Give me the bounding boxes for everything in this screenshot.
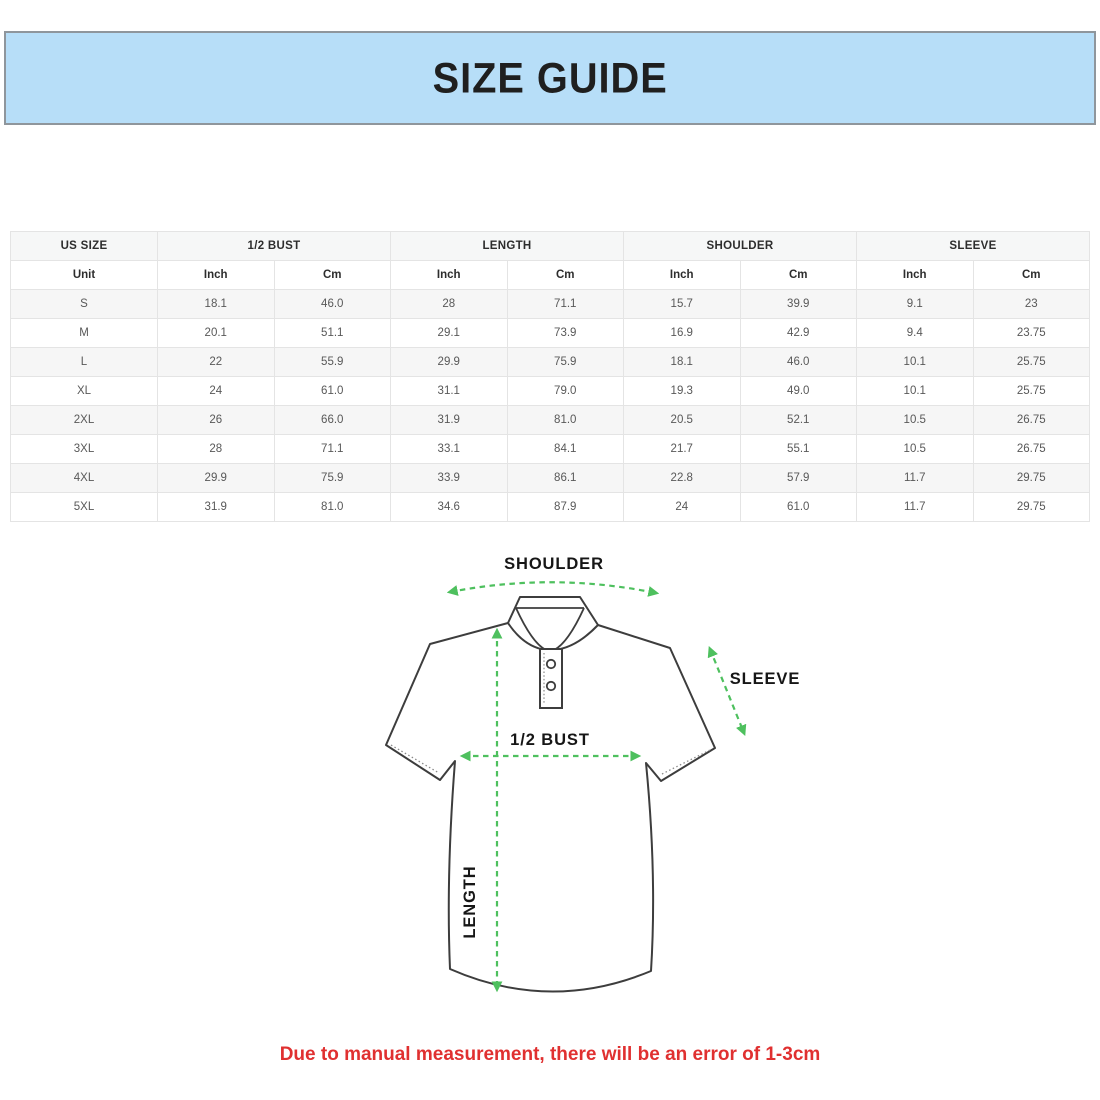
measurement-cell: 31.9 (158, 493, 275, 522)
measurement-cell: 31.9 (391, 406, 508, 435)
measurement-cell: 55.1 (740, 435, 857, 464)
measurement-cell: 11.7 (857, 464, 974, 493)
size-cell: M (11, 319, 158, 348)
column-group-length: LENGTH (391, 232, 624, 261)
button-bottom (547, 682, 555, 690)
measurement-cell: 86.1 (507, 464, 624, 493)
measurement-cell: 23 (973, 290, 1090, 319)
unit-header-cell: Cm (740, 261, 857, 290)
measurement-cell: 22 (158, 348, 275, 377)
placket (540, 649, 562, 708)
table-row-4xl (11, 464, 1090, 493)
shoulder-measure-arrow (450, 582, 656, 593)
measurement-cell: 10.5 (857, 435, 974, 464)
measurement-cell: 23.75 (973, 319, 1090, 348)
size-cell: 2XL (11, 406, 158, 435)
column-group-sleeve: SLEEVE (857, 232, 1090, 261)
measurement-cell: 18.1 (158, 290, 275, 319)
size-cell: 4XL (11, 464, 158, 493)
measurement-cell: 52.1 (740, 406, 857, 435)
measurement-cell: 29.1 (391, 319, 508, 348)
measurement-cell: 11.7 (857, 493, 974, 522)
column-group-us-size: US SIZE (11, 232, 158, 261)
measurement-cell: 73.9 (507, 319, 624, 348)
measurement-cell: 75.9 (507, 348, 624, 377)
table-row-s (11, 290, 1090, 319)
measurement-cell: 49.0 (740, 377, 857, 406)
sleeve-label: SLEEVE (729, 670, 801, 688)
measurement-cell: 46.0 (274, 290, 391, 319)
table-row-xl (11, 377, 1090, 406)
measurement-cell: 61.0 (740, 493, 857, 522)
measurement-cell: 51.1 (274, 319, 391, 348)
measurement-cell: 9.4 (857, 319, 974, 348)
group-header-row (11, 232, 1090, 261)
measurement-cell: 24 (624, 493, 741, 522)
measurement-cell: 26.75 (973, 406, 1090, 435)
measurement-cell: 79.0 (507, 377, 624, 406)
measurement-disclaimer: Due to manual measurement, there will be an error of 1-3cm (279, 1044, 821, 1065)
measurement-cell: 29.75 (973, 464, 1090, 493)
unit-header-cell: Cm (507, 261, 624, 290)
measurement-cell: 87.9 (507, 493, 624, 522)
measurement-cell: 10.1 (857, 377, 974, 406)
table-row-5xl (11, 493, 1090, 522)
column-group-1-2-bust: 1/2 BUST (158, 232, 391, 261)
unit-header-cell: Unit (11, 261, 158, 290)
column-group-shoulder: SHOULDER (624, 232, 857, 261)
size-cell: 5XL (11, 493, 158, 522)
measurement-cell: 26.75 (973, 435, 1090, 464)
size-cell: XL (11, 377, 158, 406)
measurement-cell: 20.5 (624, 406, 741, 435)
shoulder-label: SHOULDER (504, 555, 604, 573)
measurement-cell: 29.75 (973, 493, 1090, 522)
page-title: SIZE GUIDE (432, 53, 668, 102)
measurement-cell: 33.9 (391, 464, 508, 493)
unit-header-cell: Cm (973, 261, 1090, 290)
half-bust-label: 1/2 BUST (510, 731, 590, 749)
measurement-cell: 18.1 (624, 348, 741, 377)
sleeve-measure-arrow (710, 649, 744, 733)
measurement-cell: 10.1 (857, 348, 974, 377)
size-cell: S (11, 290, 158, 319)
table-row-l (11, 348, 1090, 377)
unit-header-cell: Inch (857, 261, 974, 290)
size-chart-body (11, 290, 1090, 522)
measurement-cell: 25.75 (973, 348, 1090, 377)
size-chart-head (11, 232, 1090, 290)
table-row-m (11, 319, 1090, 348)
measurement-cell: 25.75 (973, 377, 1090, 406)
unit-header-cell: Cm (274, 261, 391, 290)
measurement-cell: 28 (158, 435, 275, 464)
button-top (547, 660, 555, 668)
measurement-cell: 33.1 (391, 435, 508, 464)
measurement-cell: 26 (158, 406, 275, 435)
measurement-cell: 9.1 (857, 290, 974, 319)
measurement-cell: 28 (391, 290, 508, 319)
size-cell: L (11, 348, 158, 377)
measurement-cell: 75.9 (274, 464, 391, 493)
measurement-cell: 42.9 (740, 319, 857, 348)
unit-header-row (11, 261, 1090, 290)
shirt-measurement-diagram (370, 545, 810, 1035)
measurement-cell: 61.0 (274, 377, 391, 406)
measurement-cell: 29.9 (158, 464, 275, 493)
unit-header-cell: Inch (391, 261, 508, 290)
measurement-cell: 29.9 (391, 348, 508, 377)
measurement-cell: 39.9 (740, 290, 857, 319)
length-label: LENGTH (461, 865, 479, 939)
size-cell: 3XL (11, 435, 158, 464)
measurement-cell: 19.3 (624, 377, 741, 406)
measurement-cell: 55.9 (274, 348, 391, 377)
measurement-cell: 71.1 (507, 290, 624, 319)
measurement-cell: 84.1 (507, 435, 624, 464)
measurement-cell: 16.9 (624, 319, 741, 348)
measurement-cell: 10.5 (857, 406, 974, 435)
measurement-cell: 81.0 (507, 406, 624, 435)
measurement-cell: 31.1 (391, 377, 508, 406)
size-guide-banner (4, 31, 1096, 125)
table-row-2xl (11, 406, 1090, 435)
measurement-cell: 21.7 (624, 435, 741, 464)
size-chart-table (10, 231, 1090, 522)
measurement-cell: 57.9 (740, 464, 857, 493)
measurement-cell: 81.0 (274, 493, 391, 522)
measurement-cell: 34.6 (391, 493, 508, 522)
measurement-cell: 46.0 (740, 348, 857, 377)
measurement-cell: 71.1 (274, 435, 391, 464)
measurement-cell: 20.1 (158, 319, 275, 348)
measurement-cell: 15.7 (624, 290, 741, 319)
table-row-3xl (11, 435, 1090, 464)
measurement-cell: 24 (158, 377, 275, 406)
measurement-cell: 22.8 (624, 464, 741, 493)
unit-header-cell: Inch (624, 261, 741, 290)
unit-header-cell: Inch (158, 261, 275, 290)
measurement-cell: 66.0 (274, 406, 391, 435)
